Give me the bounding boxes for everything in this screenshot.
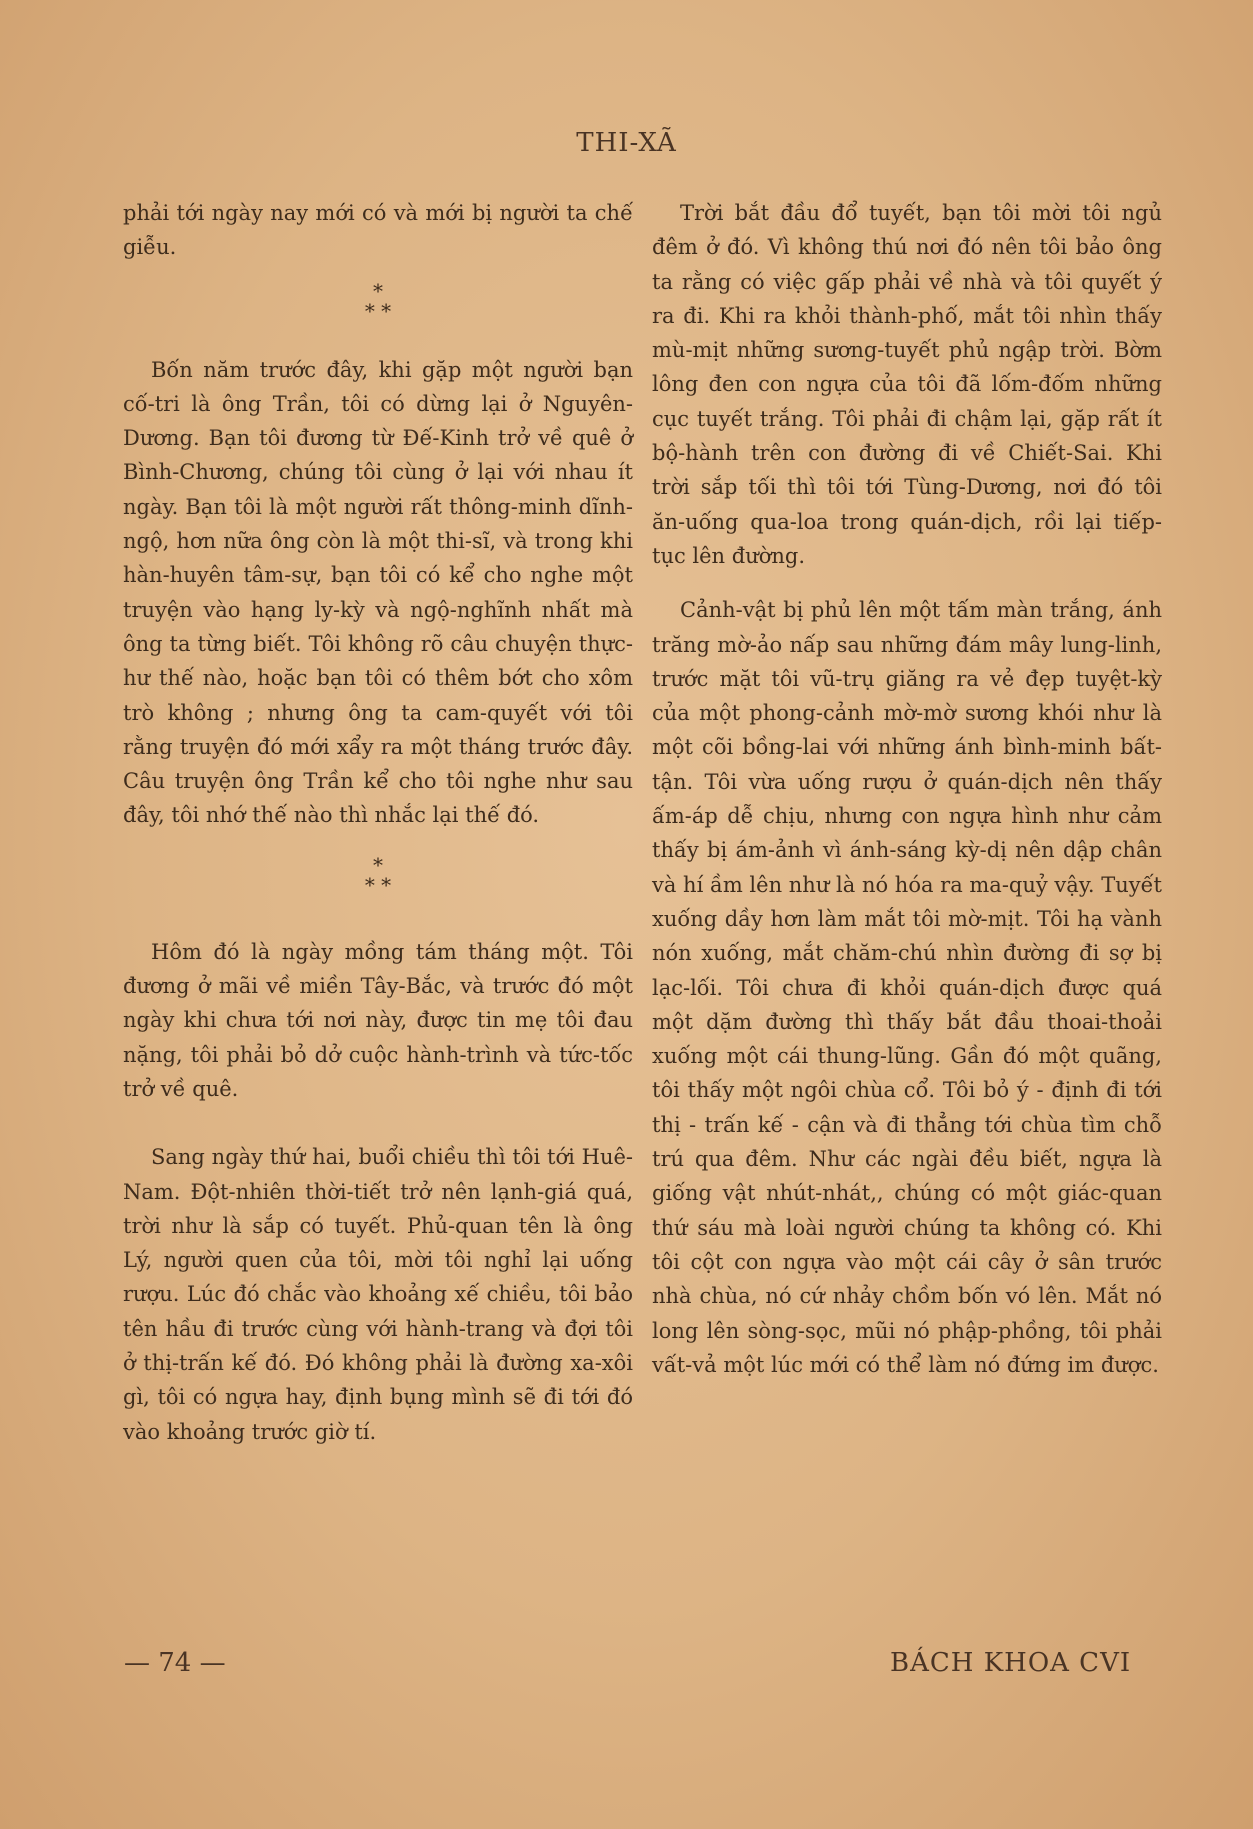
page-number: — 74 — [124, 1648, 226, 1678]
paragraph: Hôm đó là ngày mồng tám tháng một. Tôi đương ở mãi về miền Tây-Bắc, và trước đó một ngày khi chưa tới nơi này, được tin mẹ tôi đau nặng, tôi phải bỏ dở cuộc hành-trình và tức-tốc trở về quê. [123, 939, 633, 1101]
asterism-bottom: * * [364, 872, 392, 897]
paragraph: phải tới ngày nay mới có và mới bị người ta chế giễu. [123, 201, 633, 260]
paragraph: Bốn năm trước đây, khi gặp một người bạn cố-tri là ông Trần, tôi có dừng lại ở Nguyên-Dương. Bạn tôi đương từ Đế-Kinh trở về quê ở Bình-Chương, chúng tôi cùng ở lại với nhau ít ngày. Bạn tôi là một người rất thông-minh dĩnh-ngộ, hơn nữa ông còn là một thi-sĩ, và trong khi hàn-huyên tâm-sự, bạn tôi có kể cho nghe một truyện vào hạng ly-kỳ và ngộ-nghĩnh nhất mà ông ta từng biết. Tôi không rõ câu chuyện thực-hư thế nào, hoặc bạn tôi có thêm bớt cho xôm trò không ; nhưng ông ta cam-quyết với tôi rằng truyện đó mới xẩy ra một tháng trước đây. Câu truyện ông Trần kể cho tôi nghe như sau đây, tôi nhớ thế nào thì nhắc lại thế đó. [123, 357, 633, 828]
paragraph: Sang ngày thứ hai, buổi chiều thì tôi tới Huê-Nam. Đột-nhiên thời-tiết trở nên lạnh-giá quá, trời như là sắp có tuyết. Phủ-quan tên là ông Lý, người quen của tôi, mời tôi nghỉ lại uống rượu. Lúc đó chắc vào khoảng xế chiều, tôi bảo tên hầu đi trước cùng với hành-trang và đợi tôi ở thị-trấn kế đó. Đó không phải là đường xa-xôi gì, tôi có ngựa hay, định bụng mình sẽ đi tới đó vào khoảng trước giờ tí. [123, 1145, 633, 1444]
asterism-top: * [373, 278, 383, 303]
asterism-bottom: * * [364, 298, 392, 323]
section-divider [123, 278, 633, 323]
right-column [652, 196, 1162, 1382]
section-divider [123, 852, 633, 897]
paragraph: Cảnh-vật bị phủ lên một tấm màn trắng, ánh trăng mờ-ảo nấp sau những đám mây lung-linh, trước mặt tôi vũ-trụ giăng ra vẻ đẹp tuyệt-kỳ của một phong-cảnh mờ-mờ sương khói như là một cõi bồng-lai với những ánh bình-minh bất-tận. Tôi vừa uống rượu ở quán-dịch nên thấy ấm-áp dễ chịu, nhưng con ngựa hình như cảm thấy bị ám-ảnh vì ánh-sáng kỳ-dị nên dập chân và hí ầm lên như là nó hóa ra ma-quỷ vậy. Tuyết xuống dầy hơn làm mắt tôi mờ-mịt. Tôi hạ vành nón xuống, mắt chăm-chú nhìn đường đi sợ bị lạc-lối. Tôi chưa đi khỏi quán-dịch được quá một dặm đường thì thấy bắt đầu thoai-thoải xuống một cái thung-lũng. Gần đó một quãng, tôi thấy một ngôi chùa cổ. Tôi bỏ ý - định đi tới thị - trấn kế - cận và đi thẳng tới chùa tìm chỗ trú qua đêm. Như các ngài đều biết, ngựa là giống vật nhút-nhát,, chúng có một giác-quan thứ sáu mà loài người chúng ta không có. Khi tôi cột con ngựa vào một cái cây ở sân trước nhà chùa, nó cứ nhảy chồm bốn vó lên. Mắt nó long lên sòng-sọc, mũi nó phập-phồng, tôi phải vất-vả một lúc mới có thể làm nó đứng im được. [652, 598, 1162, 1377]
asterism-top: * [373, 852, 383, 877]
paragraph: Trời bắt đầu đổ tuyết, bạn tôi mời tôi ngủ đêm ở đó. Vì không thú nơi đó nên tôi bảo ông ta rằng có việc gấp phải về nhà và tôi quyết ý ra đi. Khi ra khỏi thành-phố, mắt tôi nhìn thấy mù-mịt những sương-tuyết phủ ngập trời. Bờm lông đen con ngựa của tôi đã lốm-đốm những cục tuyết trắng. Tôi phải đi chậm lại, gặp rất ít bộ-hành trên con đường đi về Chiết-Sai. Khi trời sắp tối thì tôi tới Tùng-Dương, nơi đó tôi ăn-uống qua-loa trong quán-dịch, rồi lại tiếp-tục lên đường. [652, 201, 1162, 568]
running-header: THI-XÃ [576, 128, 677, 158]
left-column [123, 196, 633, 1449]
journal-title: BÁCH KHOA CVI [890, 1648, 1132, 1678]
